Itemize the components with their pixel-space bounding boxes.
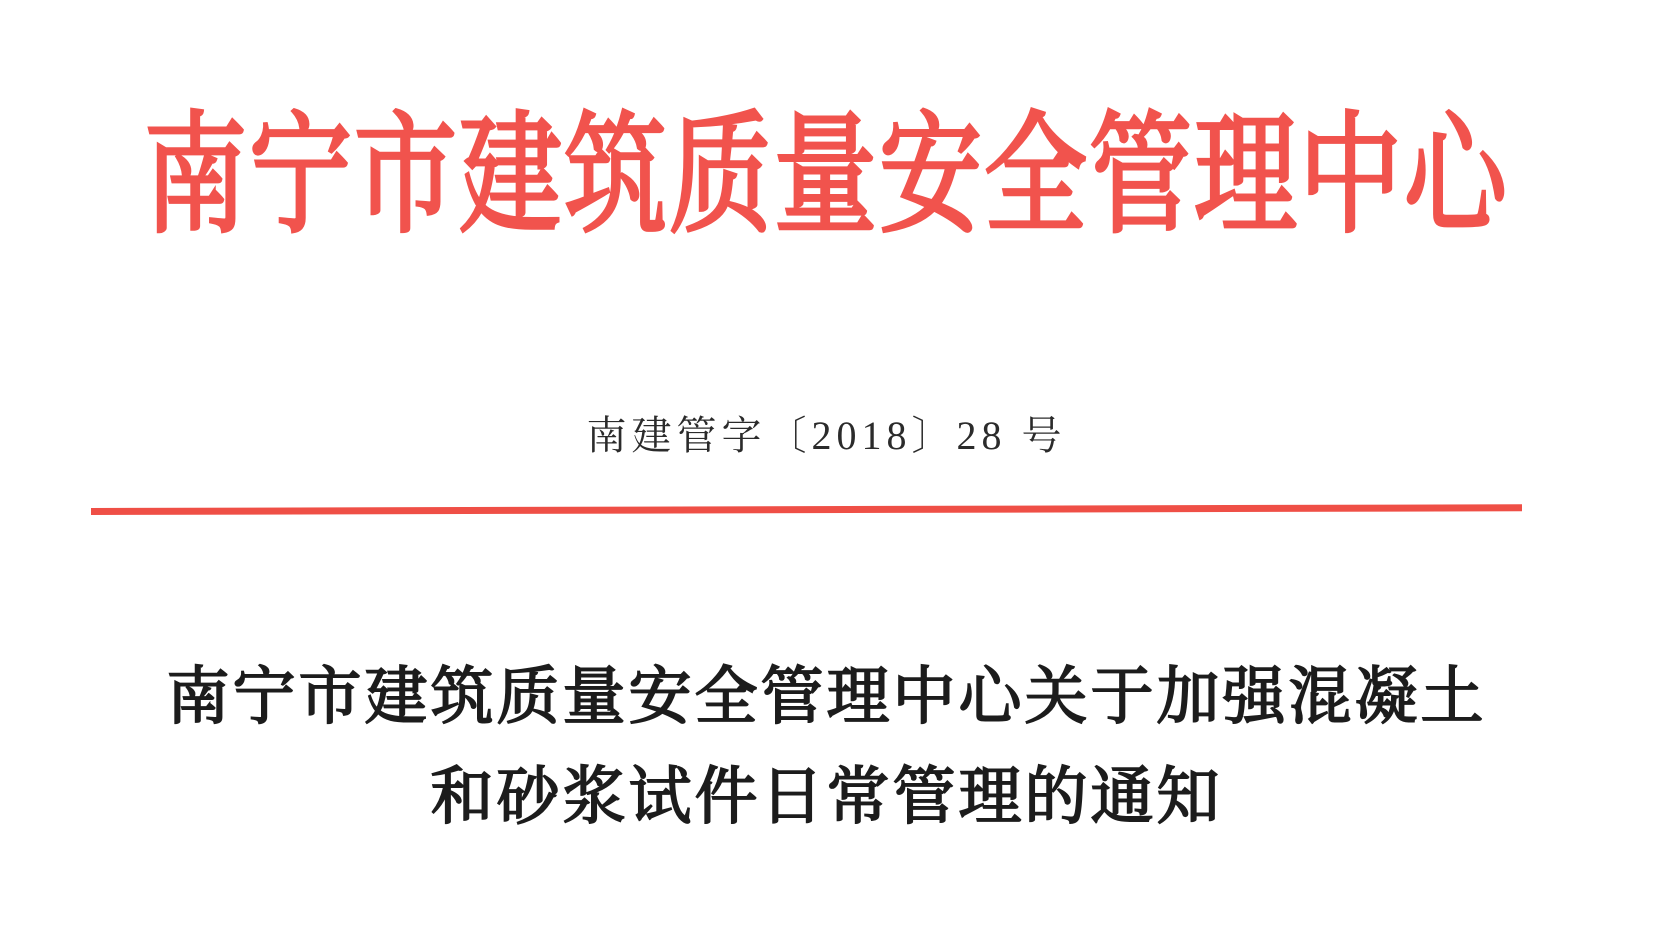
document-title-line-2: 和砂浆试件日常管理的通知 <box>430 762 1223 832</box>
agency-masthead-title: 南宁市建筑质量安全管理中心 <box>144 104 1509 251</box>
document-reference-number: 南建管字〔2018〕28 号 <box>586 413 1067 458</box>
red-divider-line <box>91 504 1522 515</box>
document-title <box>0 647 1653 847</box>
document-title-line-1: 南宁市建筑质量安全管理中心关于加强混凝土 <box>166 662 1487 732</box>
